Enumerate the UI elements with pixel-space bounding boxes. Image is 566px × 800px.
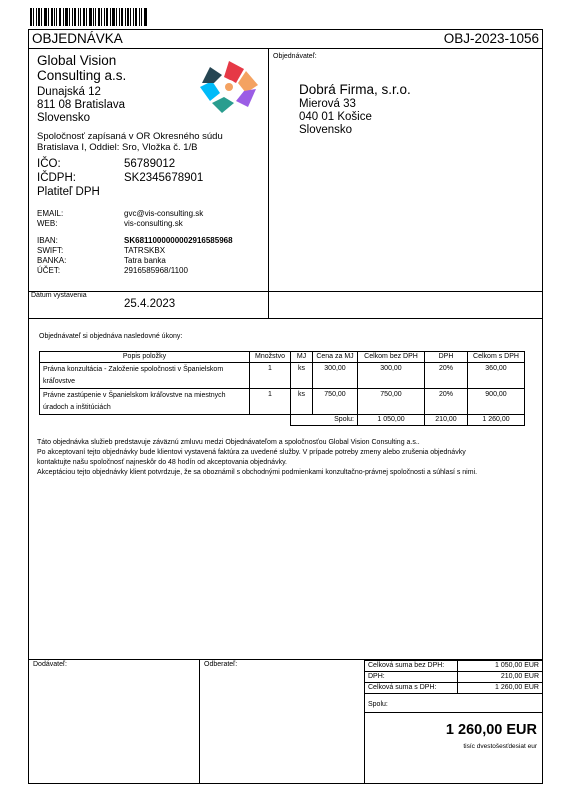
sum-label: Spolu: bbox=[291, 415, 358, 426]
customer-signature-label: Odberateľ: bbox=[204, 661, 238, 668]
supplier-country: Slovensko bbox=[37, 112, 91, 124]
terms-line-2: Po akceptovaní tejto objednávky bude klientovi vystavená faktúra za uvedené služby. V prípade potreby zmeny alebo zrušenia objednávky bbox=[37, 449, 466, 456]
col-total: Celkom s DPH bbox=[468, 352, 525, 363]
col-unit: MJ bbox=[291, 352, 313, 363]
supplier-city: 811 08 Bratislava bbox=[37, 99, 126, 111]
section-divider bbox=[28, 318, 543, 319]
col-vat: DPH bbox=[425, 352, 468, 363]
row-quantity: 1 bbox=[250, 363, 291, 389]
supplier-street: Dunajská 12 bbox=[37, 86, 101, 98]
icdph-label: IČDPH: bbox=[37, 172, 76, 184]
email-label: EMAIL: bbox=[37, 209, 64, 218]
customer-country: Slovensko bbox=[299, 124, 353, 136]
issue-date-label: Dátum vystavenia bbox=[31, 292, 87, 299]
row-description-line2: kráľovstve bbox=[43, 378, 75, 385]
issue-date: 25.4.2023 bbox=[124, 298, 176, 310]
row-unit: ks bbox=[291, 363, 313, 389]
row-total: 360,00 bbox=[468, 363, 525, 389]
net-label: Celková suma bez DPH: bbox=[365, 661, 458, 672]
grand-total: 1 260,00 EUR bbox=[445, 722, 537, 738]
col-quantity: Množstvo bbox=[250, 352, 291, 363]
grand-total-label: Spolu: bbox=[368, 701, 388, 708]
items-table bbox=[39, 351, 525, 426]
row-vat: 20% bbox=[425, 389, 468, 415]
date-divider bbox=[28, 291, 543, 292]
row-description-line2: úradoch a inštitúciách bbox=[43, 404, 111, 411]
swift-value: TATRSKBX bbox=[124, 246, 166, 255]
customer-street: Mierová 33 bbox=[299, 98, 356, 110]
iban-value: SK6811000000002916585968 bbox=[124, 236, 233, 245]
customer-label: Objednávateľ: bbox=[273, 53, 317, 60]
totals-row bbox=[365, 661, 543, 672]
row-unit-price: 750,00 bbox=[313, 389, 358, 415]
sum-total: 1 260,00 bbox=[468, 415, 525, 426]
row-quantity: 1 bbox=[250, 389, 291, 415]
col-unit-price: Cena za MJ bbox=[313, 352, 358, 363]
terms-line-4: Akceptáciou tejto objednávky klient potvrdzuje, že sa oboznámil s obchodnými podmienkami konzultačno-právnej spoločnosti a súhlasí s nimi. bbox=[37, 469, 478, 476]
company-logo bbox=[196, 59, 262, 115]
iban-label: IBAN: bbox=[37, 236, 58, 245]
sum-net: 1 050,00 bbox=[358, 415, 425, 426]
account-label: ÚČET: bbox=[37, 266, 61, 275]
row-unit: ks bbox=[291, 389, 313, 415]
gross-label: Celková suma s DPH: bbox=[365, 683, 458, 694]
customer-city: 040 01 Košice bbox=[299, 111, 372, 123]
supplier-signature-label: Dodávateľ: bbox=[33, 661, 67, 668]
totals-row bbox=[365, 683, 543, 694]
totals-table bbox=[364, 660, 543, 694]
icdph-value: SK2345678901 bbox=[124, 172, 204, 184]
web-link[interactable]: vis-consulting.sk bbox=[124, 219, 183, 228]
row-total-net: 750,00 bbox=[358, 389, 425, 415]
vat-label: DPH: bbox=[365, 672, 458, 683]
row-description bbox=[40, 363, 250, 389]
barcode bbox=[30, 8, 147, 26]
email-link[interactable]: gvc@vis-consulting.sk bbox=[124, 209, 204, 218]
grand-total-in-words: tisíc dvestošesťdesiat eur bbox=[463, 743, 537, 750]
vat-payer: Platiteľ DPH bbox=[37, 186, 100, 198]
column-divider bbox=[268, 48, 269, 318]
row-description-line1: Právna konzultácia - Založenie spoločnosti v Španielskom bbox=[43, 366, 224, 373]
col-description: Popis položky bbox=[40, 352, 250, 363]
sum-vat: 210,00 bbox=[425, 415, 468, 426]
ico-value: 56789012 bbox=[124, 158, 176, 170]
header-divider bbox=[28, 48, 543, 49]
terms-line-3: kontaktujte našu spoločnosť najneskôr do 48 hodín od akceptovania objednávky. bbox=[37, 459, 288, 466]
vat-value: 210,00 EUR bbox=[458, 672, 543, 683]
items-intro: Objednávateľ si objednáva nasledovné úkony: bbox=[39, 333, 183, 340]
account-value: 2916585968/1100 bbox=[124, 266, 188, 275]
footer-col-divider-1 bbox=[199, 659, 200, 784]
swift-label: SWIFT: bbox=[37, 246, 64, 255]
totals-spolu-divider bbox=[364, 712, 543, 713]
row-unit-price: 300,00 bbox=[313, 363, 358, 389]
table-header-row bbox=[40, 352, 525, 363]
supplier-name-line1: Global Vision bbox=[37, 53, 117, 68]
registry-line2: Bratislava I, Oddiel: Sro, Vložka č. 1/B bbox=[37, 142, 198, 153]
table-row bbox=[40, 389, 525, 415]
document-title: OBJEDNÁVKA bbox=[32, 31, 123, 46]
row-description-line1: Právne zastúpenie v Španielskom kráľovstve na miestnych bbox=[43, 392, 226, 399]
order-number: OBJ-2023-1056 bbox=[443, 31, 539, 46]
web-label: WEB: bbox=[37, 219, 58, 228]
bank-label: BANKA: bbox=[37, 256, 67, 265]
ico-label: IČO: bbox=[37, 158, 61, 170]
bank-value: Tatra banka bbox=[124, 256, 166, 265]
table-sum-row bbox=[40, 415, 525, 426]
row-total-net: 300,00 bbox=[358, 363, 425, 389]
table-row bbox=[40, 363, 525, 389]
row-total: 900,00 bbox=[468, 389, 525, 415]
customer-name: Dobrá Firma, s.r.o. bbox=[299, 82, 411, 97]
col-total-net: Celkom bez DPH bbox=[358, 352, 425, 363]
terms-line-1: Táto objednávka služieb predstavuje záväznú zmluvu medzi Objednávateľom a spoločnosťou Global Vision Consulting a.s.. bbox=[37, 439, 420, 446]
gross-value: 1 260,00 EUR bbox=[458, 683, 543, 694]
row-vat: 20% bbox=[425, 363, 468, 389]
net-value: 1 050,00 EUR bbox=[458, 661, 543, 672]
registry-line1: Spoločnosť zapísaná v OR Okresného súdu bbox=[37, 131, 223, 142]
totals-row bbox=[365, 672, 543, 683]
row-description bbox=[40, 389, 250, 415]
supplier-name-line2: Consulting a.s. bbox=[37, 68, 127, 83]
